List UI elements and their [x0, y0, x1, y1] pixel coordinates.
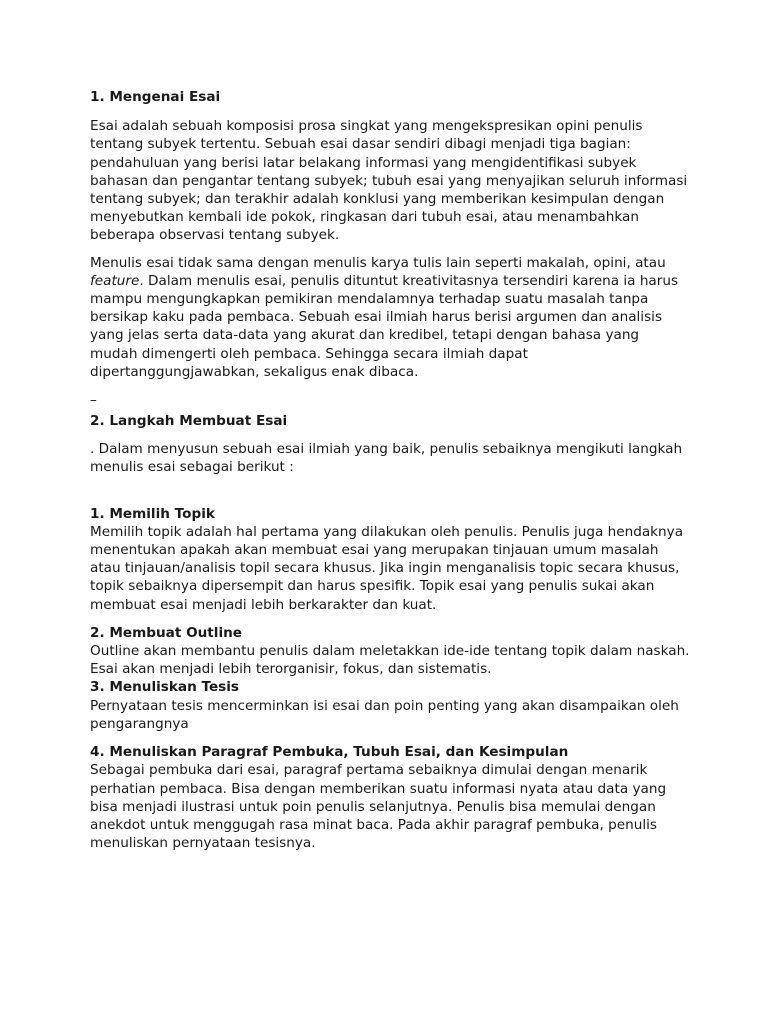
- step-2-heading: 2. Membuat Outline: [90, 624, 243, 641]
- step-4-heading: 4. Menuliskan Paragraf Pembuka, Tubuh Esai, dan Kesimpulan: [90, 744, 569, 761]
- paragraph-2-text-start: Menulis esai tidak sama dengan menulis karya tulis lain seperti makalah, opini, atau: [90, 254, 666, 271]
- document-page: [90, 88, 690, 852]
- separator-dash: –: [90, 392, 97, 409]
- step-1-heading: 1. Memilih Topik: [90, 505, 215, 522]
- paragraph-2-text-end: . Dalam menulis esai, penulis dituntut kreativitasnya tersendiri karena ia harus mampu mengungkapkan pemikiran mendalamnya terhadap suatu masalah tanpa bersikap kaku pada pembaca. Sebuah esai ilmiah harus berisi argumen dan analisis yang jelas serta data-data yang akurat dan kredibel, tetapi dengan bahasa yang mudah dimengerti oleh pembaca. Sehingga secara ilmiah dapat dipertanggungjawabkan, sekaligus enak dibaca.: [90, 272, 679, 380]
- step-2-text: Outline akan membantu penulis dalam meletakkan ide-ide tentang topik dalam naskah. Esai akan menjadi lebih terorganisir, fokus, dan sistematis.: [90, 643, 690, 678]
- section-1-heading: 1. Mengenai Esai: [90, 89, 221, 105]
- section-1-paragraph-1: Esai adalah sebuah komposisi prosa singkat yang mengekspresikan opini penulis tentang subyek tertentu. Sebuah esai dasar sendiri dibagi menjadi tiga bagian: pendahuluan yang berisi latar belakang informasi yang mengidentifikasi subyek bahasan dan pengantar tentang subyek; tubuh esai yang menyajikan seluruh informasi tentang subyek; dan terakhir adalah konklusi yang memberikan kesimpulan dengan menyebutkan kembali ide pokok, ringkasan dari tubuh esai, atau menambahkan beberapa observasi tentang subyek.: [90, 118, 688, 244]
- step-3-heading: 3. Menuliskan Tesis: [90, 679, 240, 696]
- section-2-heading: 2. Langkah Membuat Esai: [90, 413, 288, 430]
- section-1-paragraph-2: [90, 254, 690, 381]
- section-2-intro: . Dalam menyusun sebuah esai ilmiah yang baik, penulis sebaiknya mengikuti langkah menulis esai sebagai berikut :: [90, 441, 683, 476]
- step-3-text: Pernyataan tesis mencerminkan isi esai dan poin penting yang akan disampaikan oleh pengarangnya: [90, 697, 679, 732]
- step-1-text: Memilih topik adalah hal pertama yang dilakukan oleh penulis. Penulis juga hendaknya menentukan apakah akan membuat esai yang merupakan tinjauan umum masalah atau tinjauan/analisis topil secara khusus. Jika ingin menganalisis topic secara khusus, topik sebaiknya dipersempit dan harus spesifik. Topik esai yang penulis sukai akan membuat esai menjadi lebih berkarakter dan kuat.: [90, 523, 684, 613]
- step-4-text: Sebagai pembuka dari esai, paragraf pertama sebaiknya dimulai dengan menarik perhatian pembaca. Bisa dengan memberikan suatu informasi nyata atau data yang bisa menjadi ilustrasi untuk poin penulis selanjutnya. Penulis bisa memulai dengan anekdot untuk menggugah rasa minat baca. Pada akhir paragraf pembuka, penulis menuliskan pernyataan tesisnya.: [90, 762, 667, 852]
- italic-term-feature: feature: [90, 272, 140, 289]
